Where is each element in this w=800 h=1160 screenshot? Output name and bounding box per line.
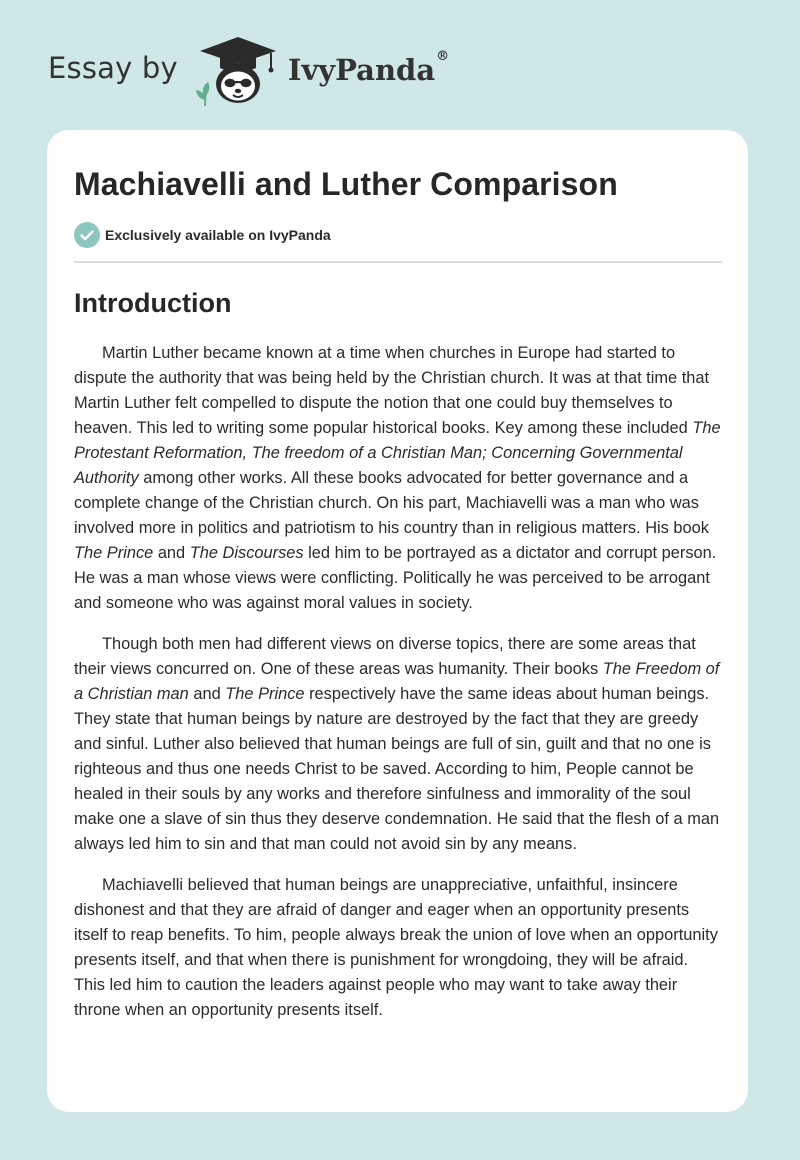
text-run: Machiavelli believed that human beings are unappreciative, unfaithful, insincere dishonest and that they are afraid of danger and eager when an opportunity presents itself to reap benefits. To him, people always break the union of love when an opportunity presents itself, and that when there is punishment for wrongdoing, they will be afraid. This led him to caution the leaders against people who may want to take away their throne when an opportunity presents itself. <box>74 876 718 1019</box>
panda-graduate-logo-icon[interactable] <box>192 34 284 108</box>
book-title: The Discourses <box>189 544 304 562</box>
divider <box>74 261 722 263</box>
section-heading: Introduction <box>74 288 232 318</box>
book-title: The Prince <box>74 544 154 562</box>
text-run: among other works. All these books advocated for better governance and a complete change of the Christian church. On his part, Machiavelli was a man who was involved more in politics and patriotism to his country than in religious matters. His book <box>74 469 709 537</box>
text-run: respectively have the same ideas about human beings. They state that human beings by nature are destroyed by the fact that they are greedy and sinful. Luther also believed that human beings are full of sin, guilt and that no one is righteous and thus one needs Christ to be saved. According to him, People cannot be healed in their souls by any works and therefore sinfulness and immorality of the soul make one a slave of sin thus they deserve condemnation. He said that the flesh of a man always led him to sin and that man could not avoid sin by any means. <box>74 685 720 853</box>
exclusive-label: Exclusively available on IvyPanda <box>105 227 331 243</box>
book-title: The Prince <box>225 685 305 703</box>
text-run: and <box>153 544 190 562</box>
paragraph <box>74 632 722 857</box>
text-run: led him to be portrayed as a dictator and corrupt person. He was a man whose views were conflicting. Politically he was perceived to be arrogant and someone who was against moral values in society. <box>74 544 717 612</box>
essay-by-label: Essay by <box>48 51 178 85</box>
paragraph <box>74 873 722 1023</box>
text-run: and <box>188 685 226 703</box>
check-circle-icon <box>74 222 100 248</box>
site-header <box>48 34 449 108</box>
registered-mark: ® <box>436 49 450 64</box>
paragraph <box>74 341 722 616</box>
text-run: Martin Luther became known at a time when churches in Europe had started to dispute the authority that was being held by the Christian church. It was at that time that Martin Luther felt compelled to dispute the notion that one could buy themselves to heaven. This led to writing some popular historical books. Key among these included <box>74 344 710 437</box>
page-title: Machiavelli and Luther Comparison <box>74 166 618 202</box>
essay-card <box>47 130 748 1112</box>
book-title: The Freedom of a Christian man <box>74 660 720 703</box>
text-run: Though both men had different views on diverse topics, there are some areas that their views concurred on. One of these areas was humanity. Their books <box>74 635 696 678</box>
book-title: The Protestant Reformation, The freedom of a Christian Man; Concerning Governmental Authority <box>74 419 721 487</box>
exclusive-badge <box>74 222 722 248</box>
article-body <box>74 341 722 1023</box>
brand-name[interactable]: IvyPanda® <box>287 49 450 87</box>
